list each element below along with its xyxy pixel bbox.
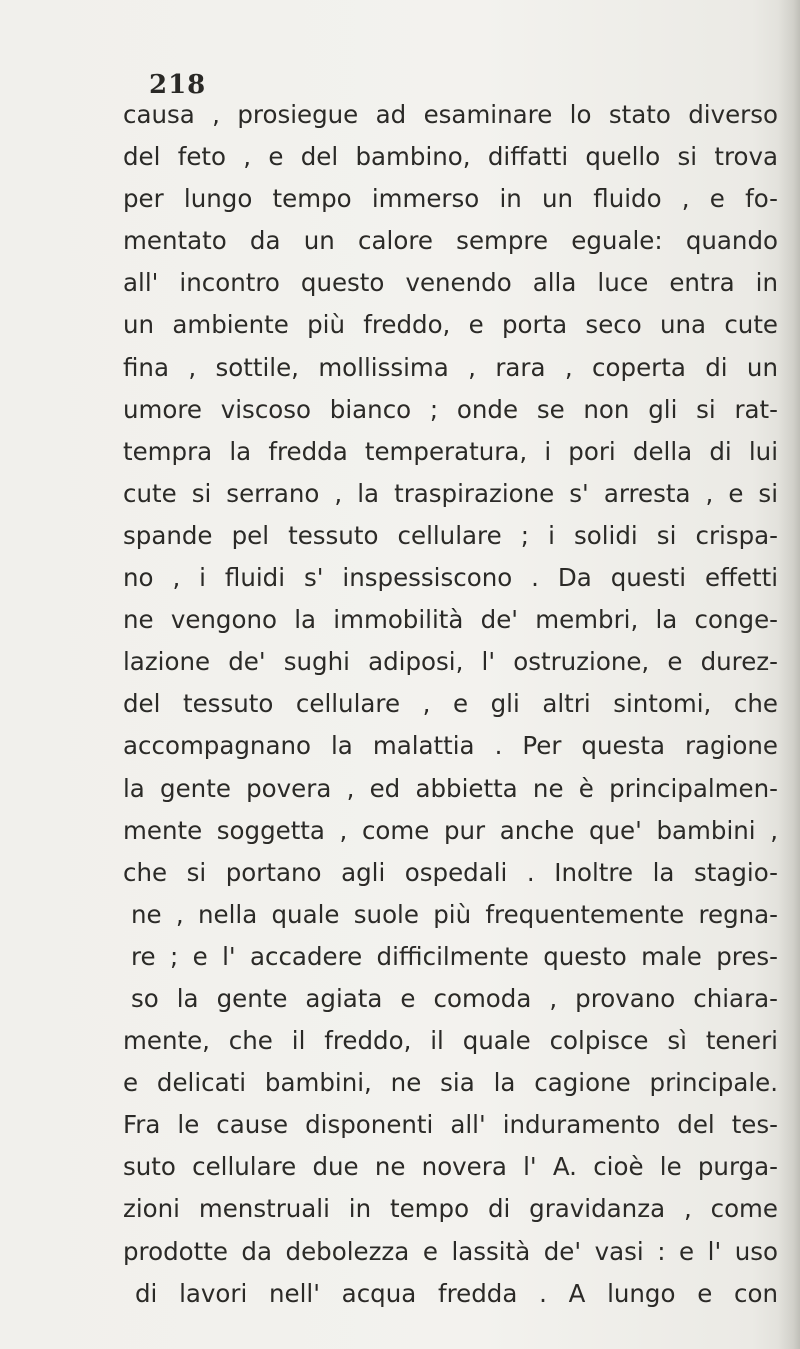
text-line: Fra le cause disponenti all' induramento del tes- (123, 1110, 778, 1140)
text-line: la gente povera , ed abbietta ne è principalmen- (123, 773, 778, 803)
text-line: spande pel tessuto cellulare ; i solidi si crispa- (123, 520, 778, 550)
text-line: so la gente agiata e comoda , provano chiara- (131, 983, 778, 1013)
text-line: tempra la fredda temperatura, i pori della di lui (123, 436, 778, 466)
text-line: ne , nella quale suole più frequentemente regna- (131, 899, 778, 929)
text-line: accompagnano la malattia . Per questa ragione (123, 731, 778, 761)
text-line: causa , prosiegue ad esaminare lo stato diverso (123, 100, 778, 129)
text-line: prodotte da debolezza e lassità de' vasi : e l' uso (123, 1236, 778, 1266)
text-line: cute si serrano , la traspirazione s' arresta , e si (123, 478, 778, 508)
text-line: di lavori nell' acqua fredda . A lungo e con (135, 1278, 778, 1308)
text-line: fina , sottile, mollissima , rara , coperta di un (123, 352, 778, 382)
text-line: per lungo tempo immerso in un fluido , e fo- (123, 184, 778, 214)
text-line: e delicati bambini, ne sia la cagione principale. (123, 1068, 778, 1098)
text-line: lazione de' sughi adiposi, l' ostruzione, e durez- (123, 647, 778, 677)
text-line: umore viscoso bianco ; onde se non gli si rat- (123, 394, 778, 424)
text-line: all' incontro questo venendo alla luce entra in (123, 268, 778, 298)
text-line: no , i fluidi s' inspessiscono . Da questi effetti (123, 563, 778, 593)
text-line: re ; e l' accadere difficilmente questo male pres- (131, 941, 778, 971)
text-line: del feto , e del bambino, diffatti quello si trova (123, 142, 778, 172)
page-number: 218 (149, 70, 207, 100)
text-line: mentato da un calore sempre eguale: quando (123, 226, 778, 256)
text-line: suto cellulare due ne novera l' A. cioè le purga- (123, 1152, 778, 1182)
text-line: che si portano agli ospedali . Inoltre la stagio- (123, 857, 778, 887)
text-line: mente soggetta , come pur anche que' bambini , (123, 815, 778, 845)
text-line: zioni menstruali in tempo di gravidanza , come (123, 1194, 778, 1224)
body-text (123, 94, 778, 1315)
text-line: mente, che il freddo, il quale colpisce sì teneri (123, 1026, 778, 1056)
text-line: ne vengono la immobilità de' membri, la conge- (123, 605, 778, 635)
text-line: un ambiente più freddo, e porta seco una cute (123, 310, 778, 340)
page-edge-shadow (778, 0, 800, 1349)
text-line: del tessuto cellulare , e gli altri sintomi, che (123, 689, 778, 719)
